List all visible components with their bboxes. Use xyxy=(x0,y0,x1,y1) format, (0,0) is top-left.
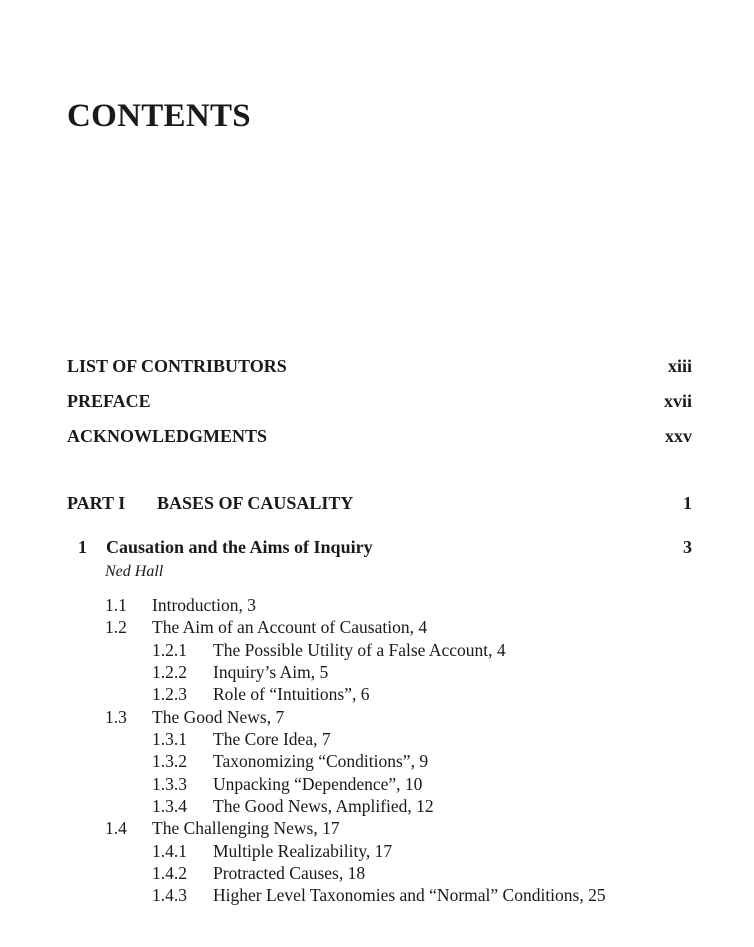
subsection-number: 1.2.3 xyxy=(152,684,187,704)
subsection-title: Inquiry’s Aim, 5 xyxy=(213,662,329,682)
subsection-title: The Good News, Amplified, 12 xyxy=(213,796,434,816)
chapter-number: 1 xyxy=(78,537,87,557)
toc-entry-label: ACKNOWLEDGMENTS xyxy=(67,426,268,446)
chapter-author: Ned Hall xyxy=(105,563,164,580)
toc-entry-label: LIST OF CONTRIBUTORS xyxy=(67,356,287,376)
section-title: The Challenging News, 17 xyxy=(152,818,340,838)
subsection-number: 1.2.2 xyxy=(152,662,187,682)
section-number: 1.1 xyxy=(105,595,127,615)
subsection-number: 1.4.3 xyxy=(152,885,187,905)
toc-page-number: xiii xyxy=(667,356,692,376)
section-number: 1.3 xyxy=(105,707,127,727)
toc-entry-label: PREFACE xyxy=(67,391,151,411)
subsection-number: 1.4.1 xyxy=(152,841,187,861)
subsection-title: The Possible Utility of a False Account, 4 xyxy=(213,640,506,660)
subsection-number: 1.4.2 xyxy=(152,863,187,883)
subsection-number: 1.3.3 xyxy=(152,774,187,794)
part-title: BASES OF CAUSALITY xyxy=(157,493,354,513)
toc-page-number: xxv xyxy=(665,426,692,446)
section-title: The Good News, 7 xyxy=(152,707,285,727)
chapter-title: Causation and the Aims of Inquiry xyxy=(106,537,373,557)
section-number: 1.4 xyxy=(105,818,127,838)
subsection-title: Unpacking “Dependence”, 10 xyxy=(213,774,423,794)
toc-page-number: 3 xyxy=(683,537,692,557)
subsection-number: 1.3.4 xyxy=(152,796,187,816)
toc-page-number: xvii xyxy=(663,391,692,411)
section-title: The Aim of an Account of Causation, 4 xyxy=(152,617,428,637)
subsection-title: Multiple Realizability, 17 xyxy=(213,841,393,861)
section-number: 1.2 xyxy=(105,617,127,637)
subsection-title: The Core Idea, 7 xyxy=(213,729,331,749)
subsection-number: 1.3.2 xyxy=(152,751,187,771)
subsection-title: Protracted Causes, 18 xyxy=(213,863,366,883)
subsection-title: Higher Level Taxonomies and “Normal” Conditions, 25 xyxy=(213,885,606,905)
part-number: PART I xyxy=(67,493,126,513)
toc-page-number: 1 xyxy=(683,493,692,513)
subsection-title: Taxonomizing “Conditions”, 9 xyxy=(213,751,429,771)
page-title: CONTENTS xyxy=(67,98,251,134)
subsection-number: 1.3.1 xyxy=(152,729,187,749)
subsection-title: Role of “Intuitions”, 6 xyxy=(213,684,370,704)
section-title: Introduction, 3 xyxy=(152,595,257,615)
subsection-number: 1.2.1 xyxy=(152,640,187,660)
